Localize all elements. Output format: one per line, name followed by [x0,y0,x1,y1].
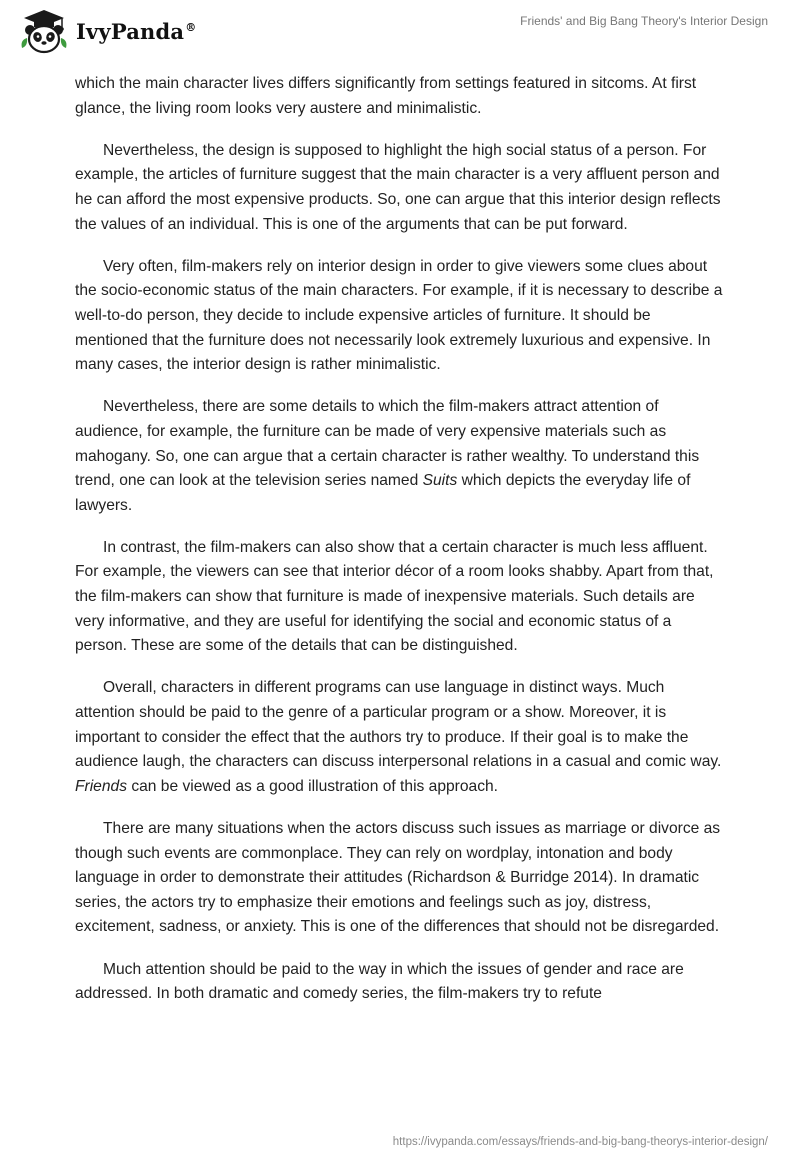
paragraph-text: In contrast, the film-makers can also show that a certain character is much less affluent. For example, the viewers can see that interior décor of a room looks shabby. Apart from that, the film-makers can show that furniture is made of inexpensive materials. Such details are very informative, and they are useful for identifying the social and economic status of a person. These are some of the details that can be distinguished. [75,538,714,655]
paragraph [75,958,725,1007]
paragraph-text: Overall, characters in different programs can use language in distinct ways. Much attention should be paid to the genre of a particular program or a show. Moreover, it is important to consider the effect that the authors try to produce. If their goal is to make the audience laugh, the characters can discuss interpersonal relations in a casual and comic way. [75,679,722,771]
page-header [0,0,800,70]
paragraph [75,536,725,659]
show-title-suits: Suits [422,472,458,490]
ivypanda-logo[interactable] [18,8,196,54]
document-title: Friends' and Big Bang Theory's Interior Design [520,14,768,28]
paragraph [75,139,725,237]
registered-mark: ® [185,20,197,34]
paragraph-text: There are many situations when the actors discuss such issues as marriage or divorce as though such events are commonplace. They can rely on wordplay, intonation and body language in order to demonstrate their attitudes (Richardson & Burridge 2014). In dramatic series, the actors try to emphasize their emotions and feelings such as joy, distress, excitement, sadness, or anxiety. This is one of the differences that should not be disregarded. [75,820,721,936]
paragraph-text: Nevertheless, there are some details to which the film-makers attract attention of audience, for example, the furniture can be made of very expensive materials such as mahogany. So, one can argue that a certain character is rather wealthy. To understand this trend, one can look at the television series named [75,398,700,490]
paragraph-text: Much attention should be paid to the way in which the issues of gender and race are addressed. In both dramatic and comedy series, the film-makers try to refute [75,960,684,1003]
paragraph [75,72,725,121]
paragraph [75,817,725,940]
essay-body [75,72,725,1024]
paragraph-text: which depicts the everyday life of lawyers. [75,472,691,514]
paragraph [75,255,725,378]
panda-graduate-icon [18,8,70,54]
paragraph-text: Nevertheless, the design is supposed to highlight the high social status of a person. For example, the articles of furniture suggest that the main character is a very affluent person and he can afford the most expensive products. So, one can argue that this interior design reflects the values of an individual. This is one of the arguments that can be put forward. [75,141,721,233]
logo-wordmark [76,19,196,44]
paragraph-text: Very often, film-makers rely on interior design in order to give viewers some clues about the socio-economic status of the main characters. For example, if it is necessary to describe a well-to-do person, they decide to include expensive articles of furniture. It should be mentioned that the furniture does not necessarily look extremely luxurious and expensive. In many cases, the interior design is rather minimalistic. [75,257,723,374]
paragraph [75,395,725,518]
paragraph-text: can be viewed as a good illustration of this approach. [127,777,499,795]
logo-text: IvyPanda [76,18,185,44]
show-title-friends: Friends [75,777,127,795]
paragraph [75,676,725,799]
paragraph-text: which the main character lives differs significantly from settings featured in sitcoms. At first glance, the living room looks very austere and minimalistic. [75,75,697,117]
source-url[interactable]: https://ivypanda.com/essays/friends-and-big-bang-theorys-interior-design/ [392,1136,768,1148]
